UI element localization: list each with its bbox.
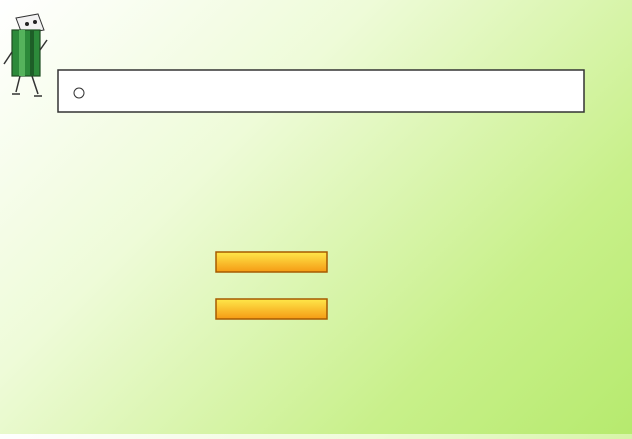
ruler [58,70,584,112]
pencil-mascot-icon [4,14,47,96]
ruler-body [58,70,584,112]
ruler-hole-icon [74,88,84,98]
equals-sign [216,252,327,319]
